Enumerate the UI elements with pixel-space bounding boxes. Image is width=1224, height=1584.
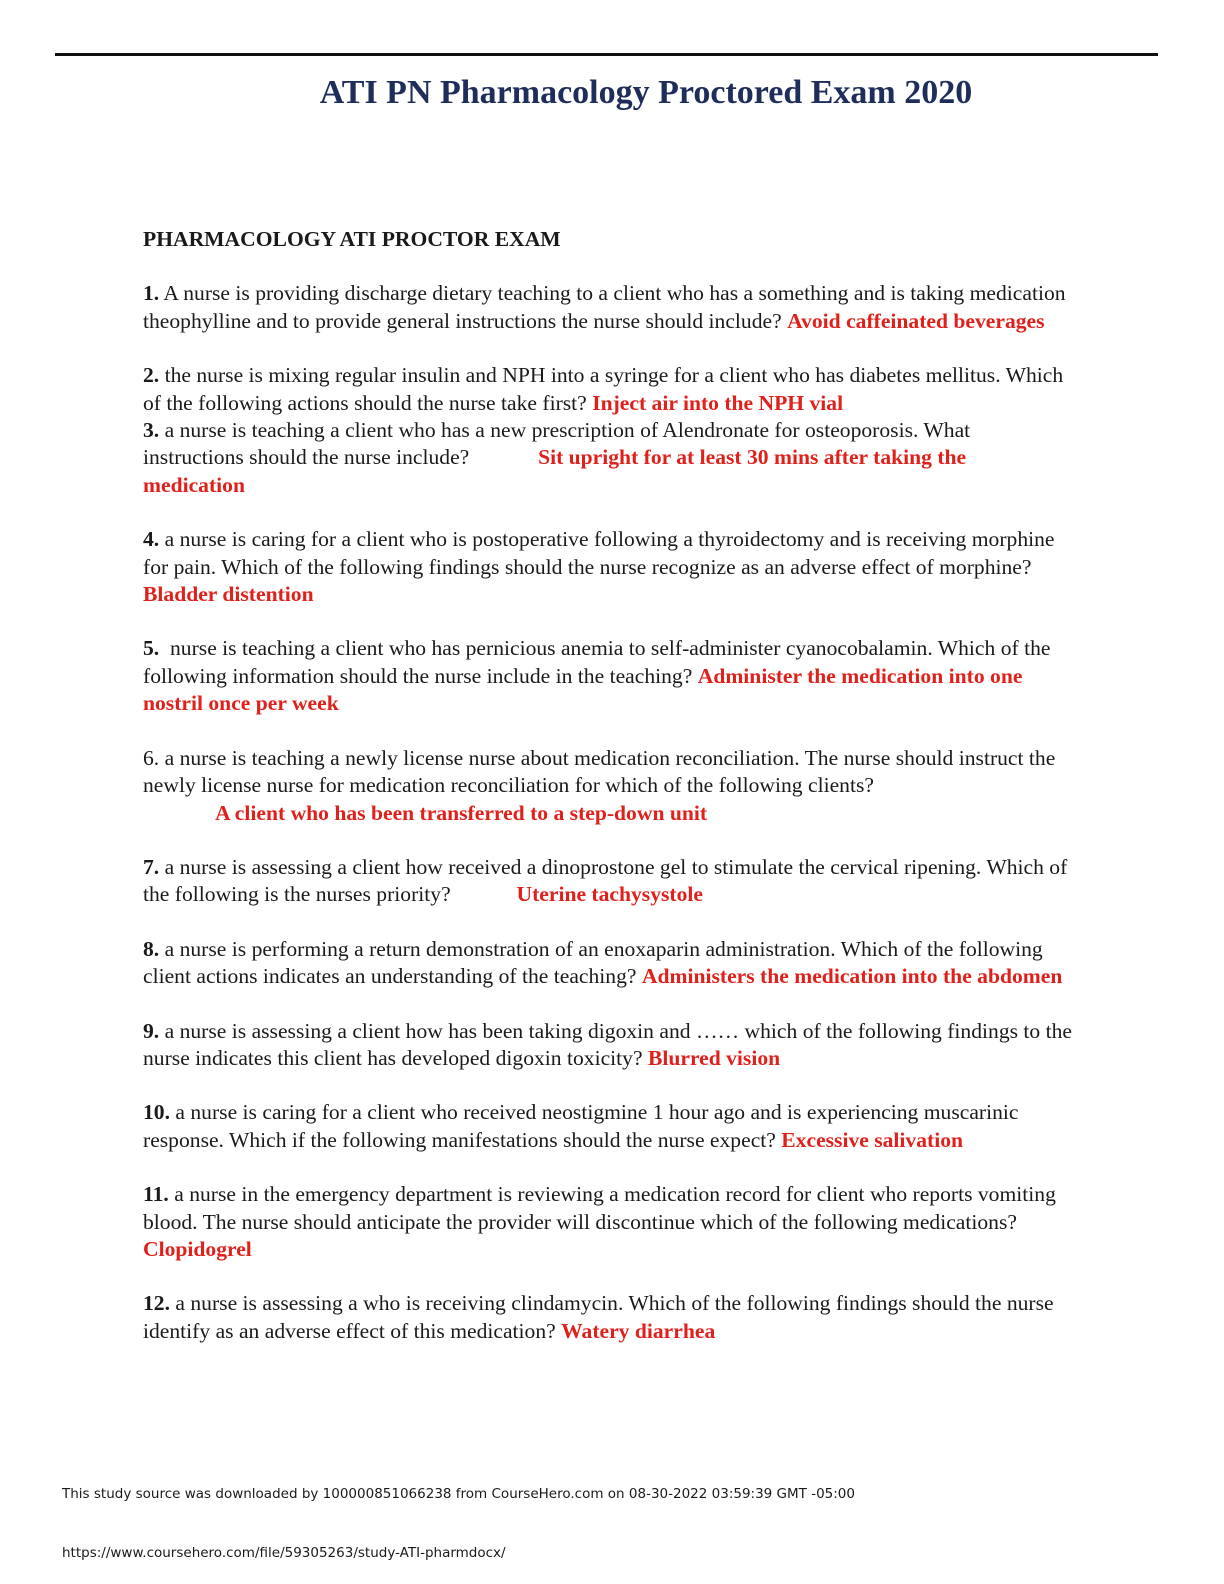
question-text: a nurse is performing a return demonstration of an enoxaparin administration. Which of the following client actions indicates an understanding of the teaching? — [143, 936, 1043, 989]
question-text: a nurse in the emergency department is reviewing a medication record for client who reports vomiting blood. The nurse should anticipate the provider will discontinue which of the following medications? — [143, 1182, 1056, 1234]
question-answer: Administer the medication into one nostril once per week — [143, 663, 1023, 716]
question-answer: Uterine tachysystole — [516, 882, 703, 907]
question-text: a nurse is caring for a client who is postoperative following a thyroidectomy and is receiving morphine for pain. Which of the following findings should the nurse recognize as an adverse effect of morphine? — [143, 527, 1055, 579]
question-text: a nurse is assessing a client how received a dinoprostone gel to stimulate the cervical ripening. Which of the following is the nurses priority? — [143, 854, 1068, 907]
top-rule — [55, 53, 1158, 56]
question-7 — [143, 854, 1073, 909]
question-number: 9. — [143, 1018, 160, 1043]
question-11 — [143, 1181, 1073, 1263]
question-text: nurse is teaching a client who has pernicious anemia to self-administer cyanocobalamin. Which of the following information should the nurse include in the teaching? — [143, 636, 1051, 688]
question-answer: Excessive salivation — [781, 1127, 964, 1152]
question-number: 10. — [143, 1100, 170, 1125]
question-answer: Blurred vision — [647, 1045, 781, 1070]
question-number: 12. — [143, 1291, 170, 1316]
question-answer: Inject air into the NPH vial — [592, 390, 844, 415]
question-text: A nurse is providing discharge dietary teaching to a client who has a something and is taking medication theophylline and to provide general instructions the nurse should include? — [143, 281, 1066, 333]
question-number: 7. — [143, 854, 160, 879]
question-8 — [143, 936, 1073, 991]
question-4 — [143, 526, 1073, 608]
question-10 — [143, 1099, 1073, 1154]
question-text: a nurse is assessing a client how has been taking digoxin and …… which of the following findings to the nurse indicates this client has developed digoxin toxicity? — [143, 1018, 1072, 1070]
question-text: a nurse is caring for a client who received neostigmine 1 hour ago and is experiencing muscarinic response. Which if the following manifestations should the nurse expect? — [143, 1100, 1019, 1152]
question-number: 4. — [143, 527, 160, 552]
question-answer: Sit upright for at least 30 mins after taking the medication — [143, 445, 967, 497]
source-url[interactable]: https://www.coursehero.com/file/59305263/study-ATI-pharmdocx/ — [62, 1545, 506, 1561]
question-answer: Bladder distention — [143, 582, 314, 607]
document-body — [143, 226, 1073, 1372]
question-number: 8. — [143, 936, 160, 961]
question-number: 2. — [143, 363, 160, 388]
question-6 — [143, 745, 1073, 827]
page-title: ATI PN Pharmacology Proctored Exam 2020 — [319, 74, 973, 111]
question-answer: Avoid caffeinated beverages — [787, 308, 1045, 333]
question-number: 11. — [143, 1182, 169, 1207]
question-text: a nurse is teaching a client who has a new prescription of Alendronate for osteoporosis. What instructions should the nurse include? — [143, 418, 971, 470]
question-number: 3. — [143, 418, 160, 443]
question-text: a nurse is assessing a who is receiving clindamycin. Which of the following findings should the nurse identify as an adverse effect of this medication? — [143, 1291, 1054, 1343]
question-text: a nurse is teaching a newly license nurse about medication reconciliation. The nurse should instruct the newly license nurse for medication reconciliation for which of the following clients? — [143, 745, 1056, 798]
question-2 — [143, 362, 1073, 417]
section-heading: PHARMACOLOGY ATI PROCTOR EXAM — [143, 227, 561, 251]
source-note: This study source was downloaded by 100000851066238 from CourseHero.com on 08-30-2022 03:59:39 GMT -05:00 — [62, 1486, 855, 1502]
question-9 — [143, 1018, 1073, 1073]
question-answer: Watery diarrhea — [561, 1318, 716, 1343]
question-3 — [143, 417, 1073, 499]
question-text: the nurse is mixing regular insulin and NPH into a syringe for a client who has diabetes mellitus. Which of the following actions should the nurse take first? — [143, 363, 1064, 415]
question-number: 1. — [143, 281, 160, 306]
question-1 — [143, 280, 1073, 335]
question-number: 5. — [143, 636, 160, 661]
question-answer: Administers the medication into the abdomen — [641, 964, 1063, 989]
question-number: 6. — [143, 745, 160, 770]
question-5 — [143, 635, 1073, 717]
question-answer: Clopidogrel — [143, 1236, 252, 1261]
question-12 — [143, 1290, 1073, 1345]
question-answer: A client who has been transferred to a step-down unit — [215, 800, 708, 825]
